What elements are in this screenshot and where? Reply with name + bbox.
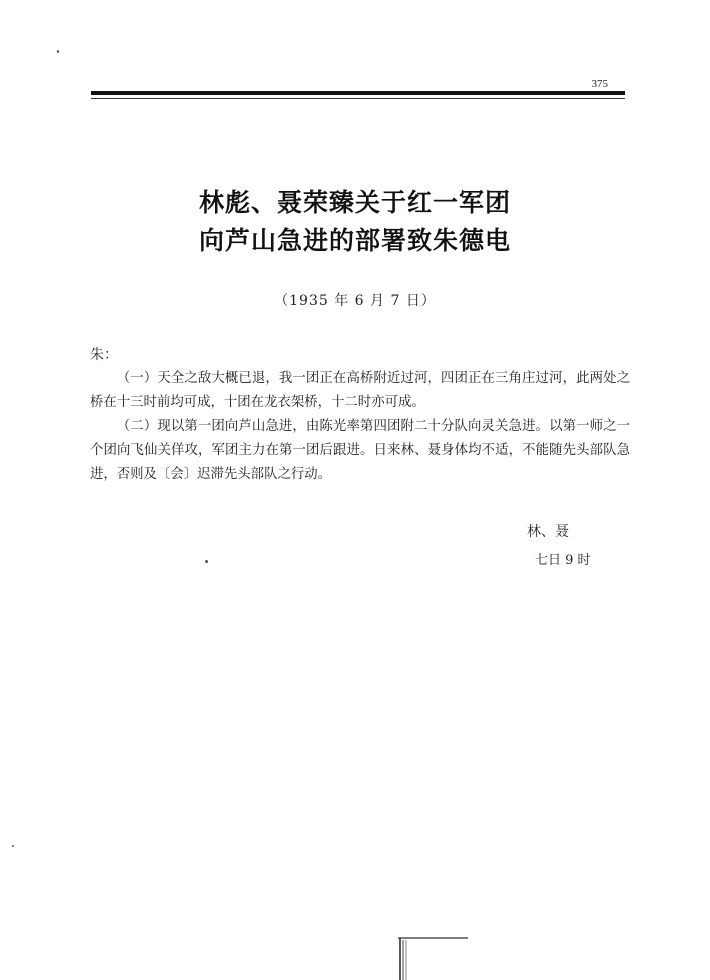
header-rule-thick <box>91 91 625 95</box>
title-line-2: 向芦山急进的部署致朱德电 <box>198 226 511 255</box>
paragraph-2: （二）现以第一团向芦山急进，由陈光率第四团附二十分队向灵关急进。以第一师之一个团向飞仙关佯攻，军团主力在第一团后跟进。日来林、聂身体均不适，不能随先头部队急进，否则及〔会〕迟滞先头部队之行动。 <box>90 419 630 482</box>
scan-speck <box>12 845 14 847</box>
paragraph-1: （一）天全之敌大概已退，我一团正在高桥附近过河，四团正在三角庄过河，此两处之桥在十三时前均可成，十团在龙衣架桥，十二时亦可成。 <box>90 371 630 410</box>
page-number: 375 <box>591 78 608 90</box>
document-date: （1935 年 6 月 7 日） <box>274 293 436 309</box>
sign-time: 七日 9 时 <box>535 553 591 568</box>
scan-speck <box>57 50 59 53</box>
signature: 林、聂 <box>527 524 569 540</box>
body-text <box>90 367 630 487</box>
document-title <box>0 184 710 260</box>
header-rule-thin <box>91 98 625 99</box>
title-line-1: 林彪、聂荣臻关于红一军团 <box>198 188 511 217</box>
scan-speck <box>205 560 208 563</box>
binding-mark <box>398 936 468 980</box>
salutation: 朱： <box>90 347 118 363</box>
